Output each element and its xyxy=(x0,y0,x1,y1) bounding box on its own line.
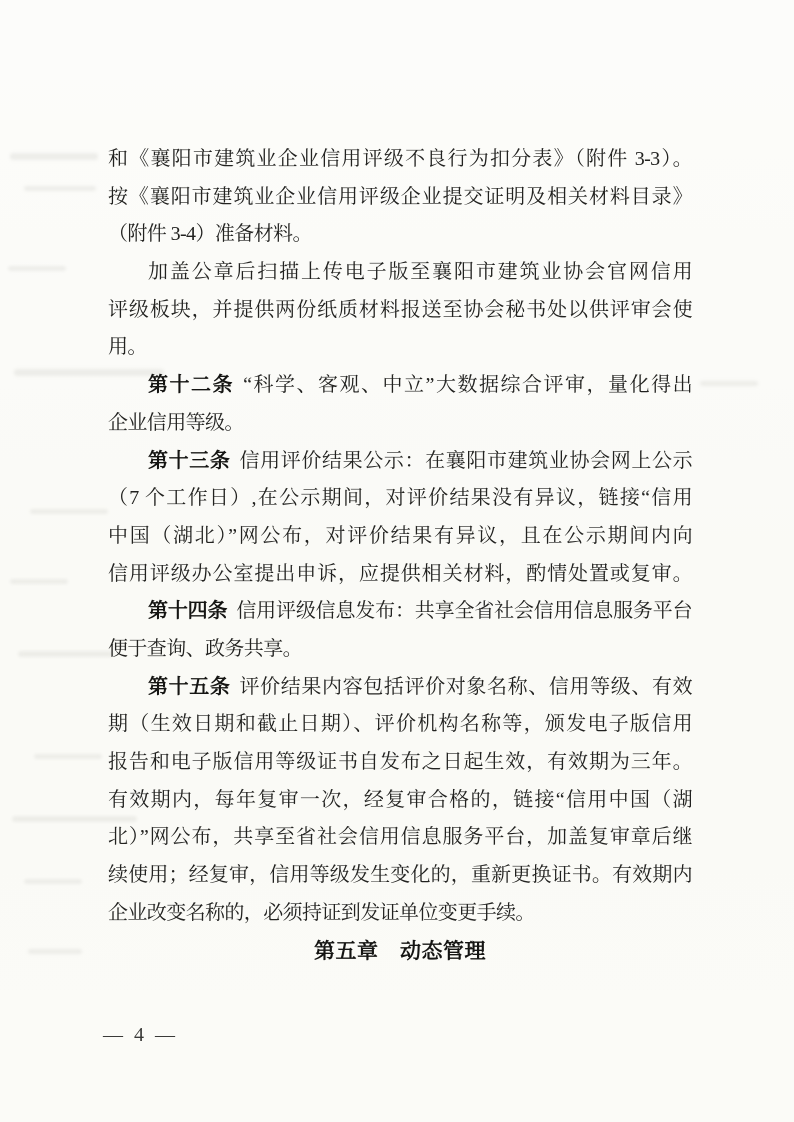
scan-artifact xyxy=(10,579,68,584)
text-line xyxy=(108,367,692,405)
text-line xyxy=(108,857,692,895)
text-line xyxy=(108,405,692,443)
text-line xyxy=(108,292,692,330)
chapter-heading: 第五章 动态管理 xyxy=(314,938,486,963)
scan-artifact xyxy=(30,509,108,514)
line-text: 中国（湖北）”网公布，对评价结果有异议，且在公示期间内向 xyxy=(108,524,692,547)
line-text: 信用评级办公室提出申诉，应提供相关材料，酌情处置或复审。 xyxy=(108,562,692,585)
text-line xyxy=(108,254,692,292)
text-line xyxy=(108,593,692,631)
article-number: 第十三条 xyxy=(148,449,231,472)
text-column xyxy=(108,141,692,971)
scan-artifact xyxy=(18,651,114,657)
line-text: 和《襄阳市建筑业企业信用评级不良行为扣分表》（附件 3-3）。 xyxy=(108,148,692,170)
text-line xyxy=(108,556,692,594)
line-text: （附件 3-4）准备材料。 xyxy=(108,223,312,246)
line-text: 按《襄阳市建筑业企业信用评级企业提交证明及相关材料目录》 xyxy=(108,185,692,208)
line-text: 便于查询、政务共享。 xyxy=(108,637,302,660)
scan-artifact xyxy=(10,153,98,160)
line-text: 信用评级信息发布：共享全省社会信用信息服务平台 xyxy=(236,600,692,623)
line-text: 企业信用等级。 xyxy=(108,411,244,434)
line-text: 信用评价结果公示：在襄阳市建筑业协会网上公示 xyxy=(239,449,692,472)
line-text: 有效期内，每年复审一次，经复审合格的，链接“信用中国（湖 xyxy=(108,788,692,811)
page-number: — 4 — xyxy=(103,1024,178,1046)
article-number: 第十二条 xyxy=(148,374,235,397)
article-number: 第十四条 xyxy=(148,600,228,623)
text-line xyxy=(108,179,692,217)
text-line xyxy=(108,141,692,179)
scan-artifact xyxy=(8,266,66,271)
line-text: 加盖公章后扫描上传电子版至襄阳市建筑业协会官网信用 xyxy=(148,261,692,284)
line-text: 期（生效日期和截止日期）、评价机构名称等，颁发电子版信用 xyxy=(108,713,692,736)
article-number: 第十五条 xyxy=(148,675,231,698)
text-line xyxy=(108,443,692,481)
text-line xyxy=(108,744,692,782)
line-text: 用。 xyxy=(108,336,147,359)
line-text: 续使用；经复审，信用等级发生变化的，重新更换证书。有效期内 xyxy=(108,864,692,887)
scan-artifact xyxy=(700,381,758,386)
scan-artifact xyxy=(28,949,82,954)
line-text: “科学、客观、中立”大数据综合评审，量化得出 xyxy=(243,374,692,397)
line-text: 北）”网公布，共享至省社会信用信息服务平台，加盖复审章后继 xyxy=(108,826,692,849)
scan-artifact xyxy=(24,879,82,884)
document-lines xyxy=(108,141,692,932)
line-text: （7 个工作日）,在公示期间，对评价结果没有异议，链接“信用 xyxy=(108,487,692,510)
text-line xyxy=(108,819,692,857)
text-line xyxy=(108,895,692,933)
line-text: 评级板块，并提供两份纸质材料报送至协会秘书处以供评审会使 xyxy=(108,298,692,321)
text-line xyxy=(108,706,692,744)
text-line xyxy=(108,518,692,556)
scan-artifact xyxy=(34,754,102,759)
text-line xyxy=(108,631,692,669)
line-text: 企业改变名称的，必须持证到发证单位变更手续。 xyxy=(108,901,535,924)
line-text: 评价结果内容包括评价对象名称、信用等级、有效 xyxy=(239,675,692,698)
text-line xyxy=(108,669,692,707)
scan-artifact xyxy=(24,186,96,191)
text-line xyxy=(108,216,692,254)
text-line xyxy=(108,782,692,820)
text-line xyxy=(108,480,692,518)
line-text: 报告和电子版信用等级证书自发布之日起生效，有效期为三年。 xyxy=(108,751,692,773)
text-line xyxy=(108,329,692,367)
